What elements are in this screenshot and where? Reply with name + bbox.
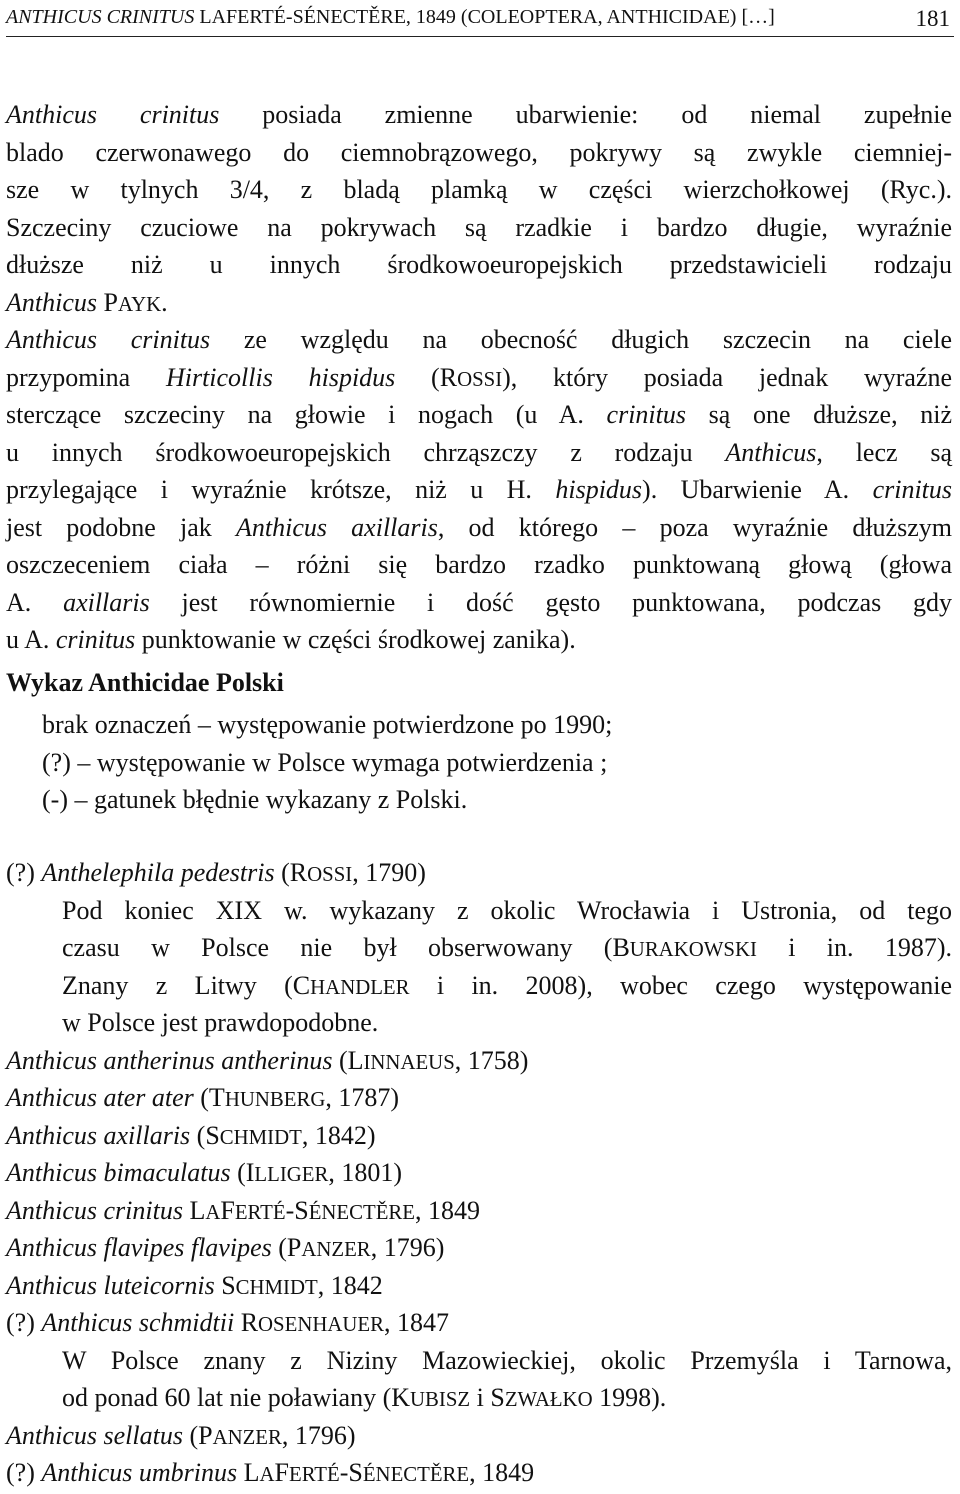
species-note-line: W Polsce znany z Niziny Mazowieckiej, okolic Przemyśla i Tarnowa, xyxy=(62,1345,952,1375)
text-line: przylegające i wyraźnie krótsze, niż u H. hispidus). Ubarwienie A. crinitus xyxy=(6,475,953,504)
text-line: oszczeceniem ciała – różni się bardzo rzadko punktowaną głową (głowa xyxy=(6,550,952,579)
section-heading-text: Wykaz Anthicidae Polski xyxy=(6,668,284,697)
species-entry: (?) Anthelephila pedestris (ROSSI, 1790) xyxy=(6,858,426,887)
legend-item: brak oznaczeń – występowanie potwierdzone po 1990; xyxy=(42,710,613,739)
text-line: A. axillaris jest równomiernie i dość gęsto punktowana, podczas gdy xyxy=(6,587,953,617)
header-rule xyxy=(6,36,954,37)
species-entry: Anthicus crinitus LAFERTÉ-SÉNECTĚRE, 1849 xyxy=(6,1195,480,1225)
running-head-title xyxy=(6,6,775,29)
legend-item: (?) – występowanie w Polsce wymaga potwierdzenia ; xyxy=(42,747,608,777)
paragraph-comparison xyxy=(6,321,952,659)
running-head xyxy=(6,6,954,36)
text-line: sterczące szczeciny na głowie i nogach (u A. crinitus są one dłuższe, niż xyxy=(6,400,952,429)
running-head-rest: LAFERTÉ-SÉNECTĚRE, 1849 (COLEOPTERA, ANTHICIDAE) […] xyxy=(199,6,775,28)
text-line: sze w tylnych 3/4, z bladą plamką w części wierzchołkowej (Ryc.). xyxy=(6,175,952,204)
legend-item: (-) – gatunek błędnie wykazany z Polski. xyxy=(42,785,468,814)
species-note-line: Pod koniec XIX w. wykazany z okolic Wrocławia i Ustronia, od tego xyxy=(62,895,952,925)
species-entry: Anthicus antherinus antherinus (LINNAEUS, 1758) xyxy=(6,1045,529,1075)
text-line: u A. crinitus punktowanie w części środkowej zanika). xyxy=(6,625,576,654)
section-heading xyxy=(6,664,952,702)
text-line: Anthicus crinitus posiada zmienne ubarwienie: od niemal zupełnie xyxy=(6,100,952,129)
species-entry: Anthicus ater ater (THUNBERG, 1787) xyxy=(6,1083,400,1112)
species-note-line: Znany z Litwy (CHANDLER i in. 2008), wobec czego występowanie xyxy=(62,970,952,1000)
species-list xyxy=(6,854,952,1492)
species-entry: (?) Anthicus schmidtii ROSENHAUER, 1847 xyxy=(6,1308,449,1337)
species-entry: Anthicus axillaris (SCHMIDT, 1842) xyxy=(6,1120,376,1150)
page-number: 181 xyxy=(915,6,950,31)
species-note-line: od ponad 60 lat nie poławiany (KUBISZ i SZWAŁKO 1998). xyxy=(62,1383,667,1412)
species-entry: Anthicus bimaculatus (ILLIGER, 1801) xyxy=(6,1158,403,1187)
species-entry: (?) Anthicus umbrinus LAFERTÉ-SÉNECTĚRE, 1849 xyxy=(6,1458,535,1487)
running-head-genus: ANTHICUS CRINITUS xyxy=(6,6,195,28)
paragraph-description xyxy=(6,96,952,321)
species-note-line: czasu w Polsce nie był obserwowany (BURAKOWSKI i in. 1987). xyxy=(62,933,952,962)
species-entry: Anthicus flavipes flavipes (PANZER, 1796) xyxy=(6,1233,445,1262)
text-line: Anthicus PAYK. xyxy=(6,287,168,317)
species-note-line: w Polsce jest prawdopodobne. xyxy=(62,1008,379,1037)
text-line: u innych środkowoeuropejskich chrząszczy z rodzaju Anthicus, lecz są xyxy=(6,437,952,467)
text-line: blado czerwonawego do ciemnobrązowego, pokrywy są zwykle ciemniej- xyxy=(6,137,952,167)
legend xyxy=(6,706,952,819)
text-line: przypomina Hirticollis hispidus (ROSSI), który posiada jednak wyraźne xyxy=(6,362,953,392)
species-entry: Anthicus sellatus (PANZER, 1796) xyxy=(6,1420,356,1450)
text-line: jest podobne jak Anthicus axillaris, od którego – poza wyraźnie dłuższym xyxy=(6,512,952,542)
text-line: Anthicus crinitus ze względu na obecność długich szczecin na ciele xyxy=(6,325,952,354)
species-entry: Anthicus luteicornis SCHMIDT, 1842 xyxy=(6,1270,383,1300)
text-line: Szczeciny czuciowe na pokrywach są rzadkie i bardzo długie, wyraźnie xyxy=(6,212,952,242)
text-line: dłuższe niż u innych środkowoeuropejskich przedstawicieli rodzaju xyxy=(6,250,952,279)
